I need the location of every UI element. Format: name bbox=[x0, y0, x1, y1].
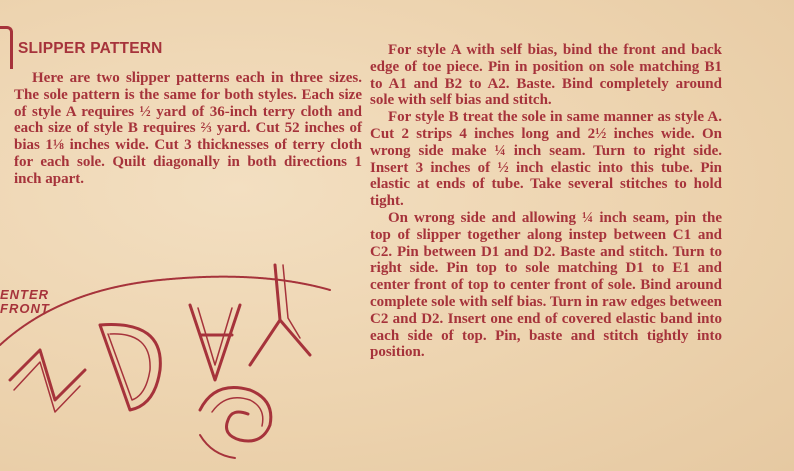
center-front-label-line1: ENTER bbox=[0, 287, 50, 302]
stencil-letter-a bbox=[190, 305, 240, 380]
slipper-pattern-drawing bbox=[0, 230, 370, 471]
instruction-paragraph-3: On wrong side and allowing ¼ inch seam, pin the top of slipper together along instep between C1 and C2. Pin between D1 and D2. Baste and stitch. Turn to right side. Pin top to sole matching D1 to E1 and center front of top to center front of sole. Bind around complete sole with self bias. Turn in raw edges between C2 and D2. Insert one end of covered elastic band into each side of top. Pin, baste and stitch tightly into position. bbox=[370, 209, 722, 361]
instruction-paragraph-2: For style B treat the sole in same manner as style A. Cut 2 strips 4 inches long and 2½ inches wide. On wrong side make ¼ inch seam. Turn to right side. Insert 3 inches of ½ inch elastic into this tube. Pin elastic at ends of tube. Take several stitches to hold tight. bbox=[370, 109, 722, 210]
page-title: SLIPPER PATTERN bbox=[18, 40, 163, 57]
intro-paragraph: Here are two slipper patterns each in three sizes. The sole pattern is the same for both styles. Each size of style A requires ½ yard of 36-inch terry cloth and each size of style B requires ⅔ yard. Cut 52 inches of bias 1⅛ inches wide. Cut 3 thicknesses of terry cloth for each sole. Quilt diagonally in both directions 1 inch apart. bbox=[14, 70, 362, 187]
instructions-column bbox=[370, 42, 722, 361]
swirl-ornament bbox=[200, 388, 271, 442]
instruction-paragraph-1: For style A with self bias, bind the front and back edge of toe piece. Pin in position on sole matching B1 to A1 and B2 to A2. Baste. Bind completely around sole with self bias and stitch. bbox=[370, 42, 722, 109]
center-front-label-line2: FRONT bbox=[0, 301, 50, 316]
bracket-mark bbox=[0, 26, 13, 69]
intro-column bbox=[14, 70, 362, 188]
